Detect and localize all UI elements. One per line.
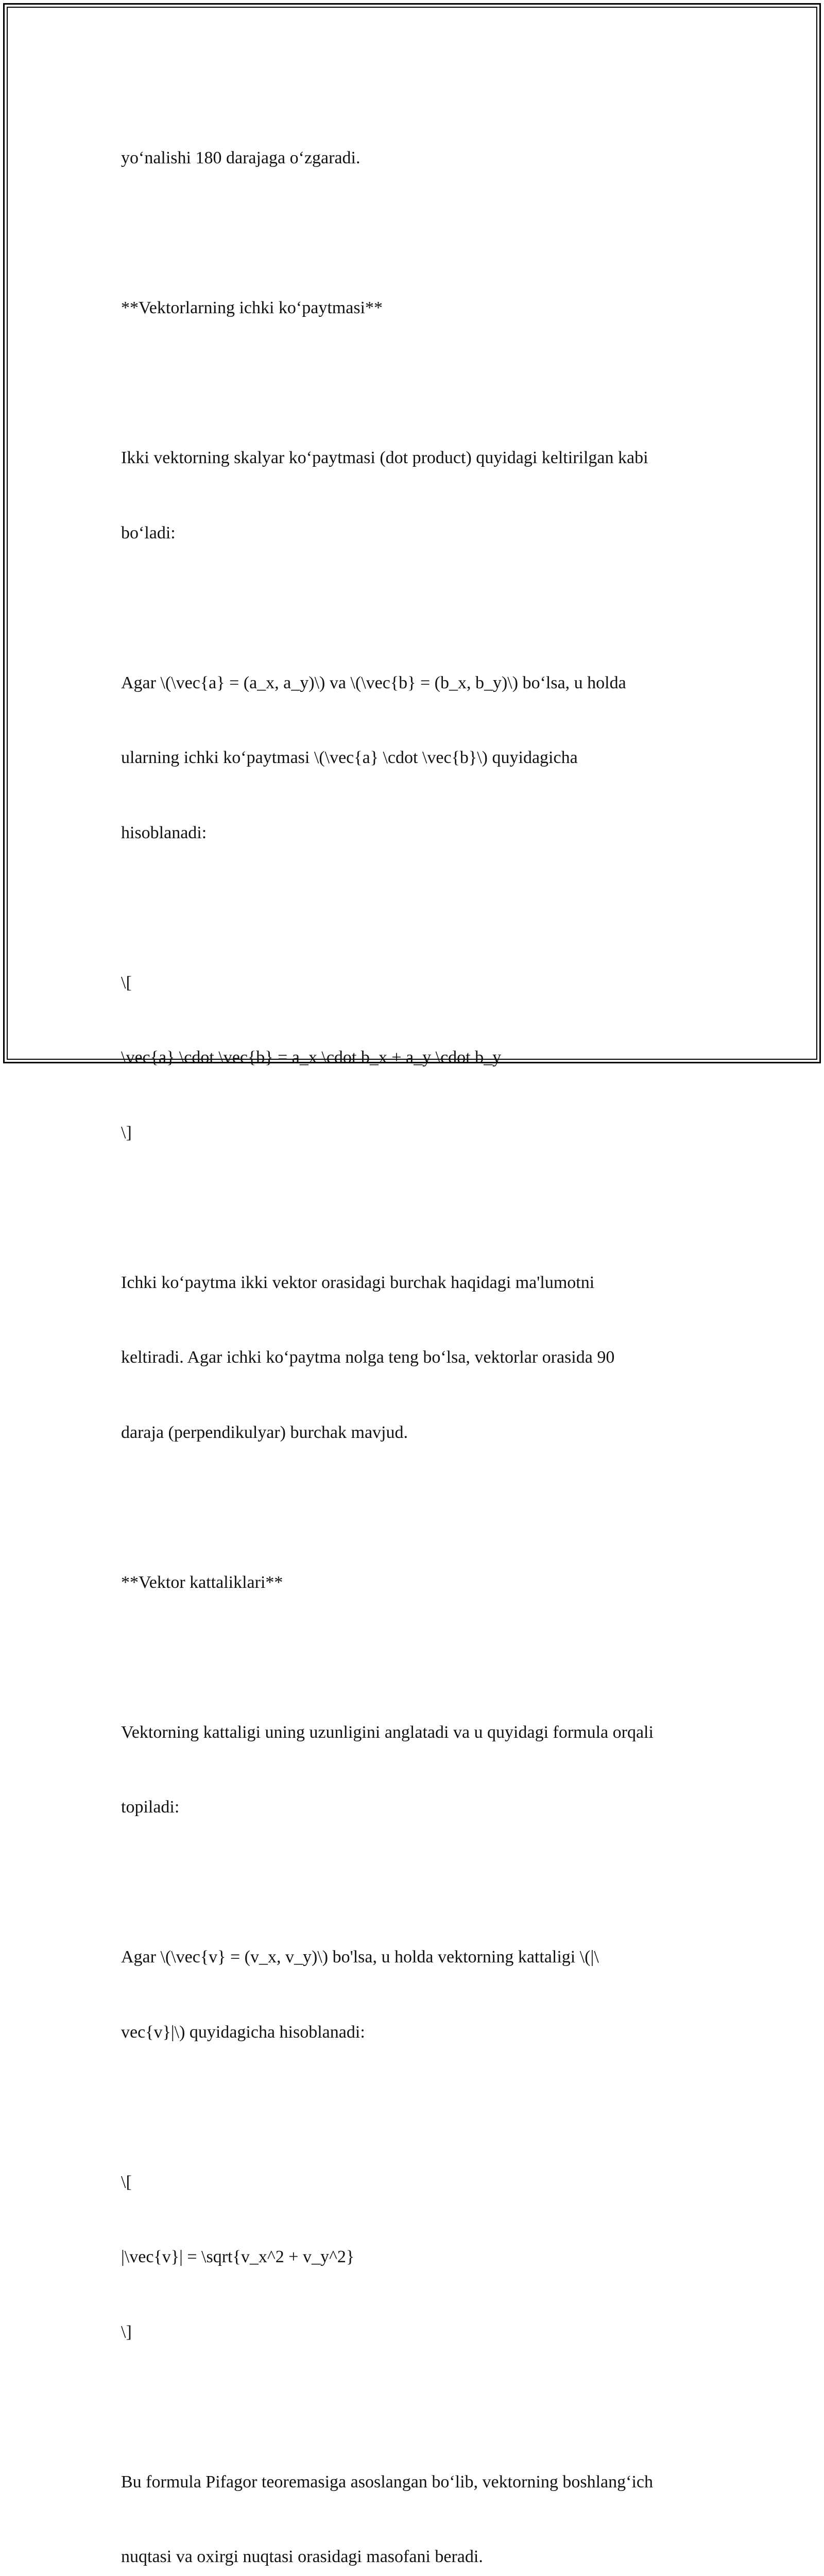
- equation-open: \[: [121, 971, 703, 996]
- paragraph-dot-product-meaning: [121, 1221, 703, 1496]
- heading-text: **Vektorlarning ichki ko‘paytmasi**: [121, 296, 703, 321]
- text-line: yo‘nalishi 180 darajaga o‘zgaradi.: [121, 146, 703, 171]
- equation-body: \vec{a} \cdot \vec{b} = a_x \cdot b_x + a_y \cdot b_y: [121, 1045, 703, 1071]
- text-line: Bu formula Pifagor teoremasiga asoslangan bo‘lib, vektorning boshlang‘ich: [121, 2470, 703, 2495]
- text-line: topiladi:: [121, 1795, 703, 1820]
- heading-vector-magnitudes: [121, 1520, 703, 1646]
- heading-dot-product: [121, 246, 703, 371]
- text-line: Agar \(\vec{v} = (v_x, v_y)\) bo'lsa, u holda vektorning kattaligi \(|\: [121, 1945, 703, 1970]
- text-line: Agar \(\vec{a} = (a_x, a_y)\) va \(\vec{b} = (b_x, b_y)\) bo‘lsa, u holda: [121, 671, 703, 696]
- paragraph-dot-product-intro: [121, 396, 703, 596]
- text-line: keltiradi. Agar ichki ko‘paytma nolga teng bo‘lsa, vektorlar orasida 90: [121, 1345, 703, 1370]
- document-body: [121, 96, 703, 2576]
- text-line: nuqtasi va oxirgi nuqtasi orasidagi masofani beradi.: [121, 2545, 703, 2570]
- equation-dot-product: [121, 921, 703, 1196]
- paragraph-magnitude-definition: [121, 1895, 703, 2095]
- text-line: Ichki ko‘paytma ikki vektor orasidagi burchak haqidagi ma'lumotni: [121, 1270, 703, 1296]
- equation-magnitude: [121, 2120, 703, 2395]
- paragraph-magnitude-intro: [121, 1670, 703, 1870]
- text-line: bo‘ladi:: [121, 521, 703, 546]
- paragraph-pythagoras: [121, 2420, 703, 2576]
- text-line: daraja (perpendikulyar) burchak mavjud.: [121, 1420, 703, 1446]
- equation-body: |\vec{v}| = \sqrt{v_x^2 + v_y^2}: [121, 2245, 703, 2270]
- text-line: Ikki vektorning skalyar ko‘paytmasi (dot product) quyidagi keltirilgan kabi: [121, 446, 703, 471]
- equation-close: \]: [121, 1121, 703, 1146]
- paragraph-direction-change: [121, 96, 703, 221]
- text-line: Vektorning kattaligi uning uzunligini anglatadi va u quyidagi formula orqali: [121, 1720, 703, 1745]
- heading-text: **Vektor kattaliklari**: [121, 1570, 703, 1596]
- text-line: hisoblanadi:: [121, 821, 703, 846]
- equation-open: \[: [121, 2170, 703, 2195]
- equation-close: \]: [121, 2320, 703, 2345]
- paragraph-dot-product-definition: [121, 621, 703, 896]
- text-line: vec{v}|\) quyidagicha hisoblanadi:: [121, 2020, 703, 2045]
- text-line: ularning ichki ko‘paytmasi \(\vec{a} \cdot \vec{b}\) quyidagicha: [121, 745, 703, 771]
